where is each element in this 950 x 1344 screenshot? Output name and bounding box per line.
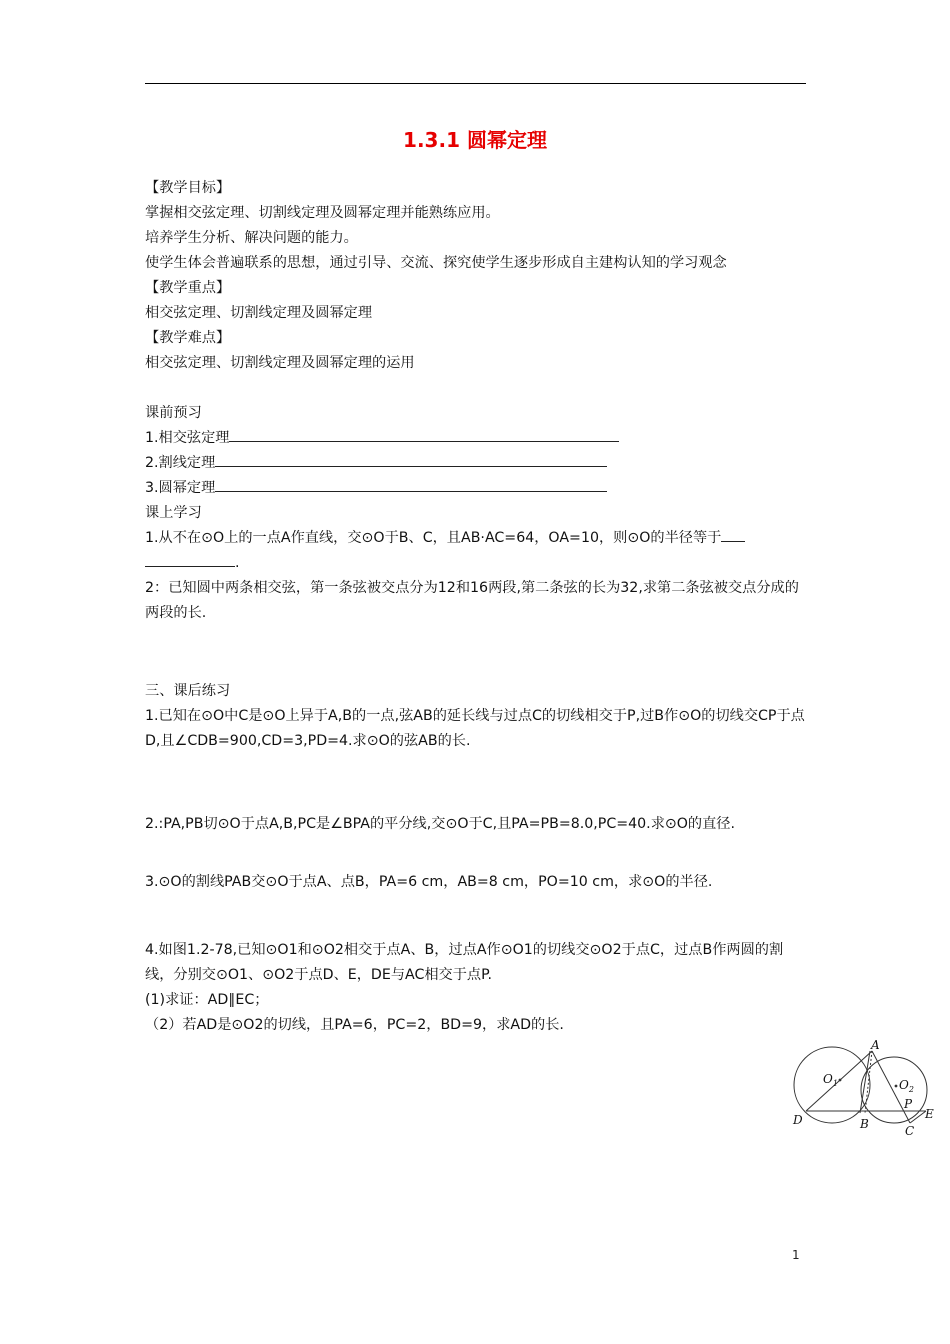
label-b: B [860, 1117, 869, 1131]
exercise-3: 3.⊙O的割线PAB交⊙O于点A、点B，PA=6 cm，AB=8 cm，PO=10 cm，求⊙O的半径. [145, 874, 713, 890]
preview-item [145, 426, 807, 451]
key-points-heading: 【教学重点】 [145, 280, 231, 296]
label-o2: $O_2$ [899, 1078, 914, 1094]
label-a: A [871, 1038, 880, 1052]
difficulties-heading: 【教学难点】 [145, 330, 231, 346]
objective-item: 培养学生分析、解决问题的能力。 [145, 230, 358, 246]
answer-blank [215, 477, 607, 492]
exercise-2: 2.:PA,PB切⊙O于点A,B,PC是∠BPA的平分线,交⊙O于C,且PA=PB=8.0,PC=40.求⊙O的直径. [145, 816, 736, 832]
label-p: P [904, 1097, 913, 1111]
class-question-2: 2：已知圆中两条相交弦，第一条弦被交点分为12和16两段,第二条弦的长为32,求第二条弦被交点分成的两段的长. [145, 580, 799, 621]
objective-item: 使学生体会普遍联系的思想，通过引导、交流、探究使学生逐步形成自主建构认知的学习观念 [145, 255, 727, 271]
answer-blank [721, 527, 745, 542]
exercise-4: 4.如图1.2-78,已知⊙O1和⊙O2相交于点A、B，过点A作⊙O1的切线交⊙O2于点C，过点B作两圆的割线，分别交⊙O1、⊙O2于点D、E，DE与AC相交于点P. [145, 942, 784, 983]
exercise-4-part-1: (1)求证：AD∥EC； [145, 992, 269, 1008]
header-rule [145, 83, 806, 84]
exercise-1: 1.已知在⊙O中C是⊙O上异于A,B的一点,弦AB的延长线与过点C的切线相交于P,过B作⊙O的切线交CP于点D,且∠CDB=900,CD=3,PD=4.求⊙O的弦AB的长. [145, 708, 805, 749]
exercises-heading: 三、课后练习 [145, 683, 231, 699]
answer-blank [145, 552, 235, 567]
center-o1-dot [839, 1079, 842, 1082]
label-d: D [793, 1113, 803, 1127]
label-e: E [925, 1107, 934, 1121]
class-study-heading: 课上学习 [145, 505, 202, 521]
preview-heading: 课前预习 [145, 405, 202, 421]
answer-blank [215, 452, 607, 467]
preview-item-label: 1.相交弦定理 [145, 430, 230, 446]
label-o1: $O_1$ [823, 1072, 838, 1088]
label-c: C [905, 1124, 915, 1137]
preview-item-label: 3.圆幂定理 [145, 480, 216, 496]
answer-blank [229, 427, 619, 442]
exercise-4-part-2: （2）若AD是⊙O2的切线，且PA=6，PC=2，BD=9，求AD的长. [145, 1017, 564, 1033]
difficulties-text: 相交弦定理、切割线定理及圆幂定理的运用 [145, 355, 415, 371]
preview-item [145, 476, 807, 501]
circle-o2 [861, 1057, 927, 1123]
page-number: 1 [792, 1248, 800, 1262]
key-points-text: 相交弦定理、切割线定理及圆幂定理 [145, 305, 373, 321]
document-body [145, 176, 807, 1038]
preview-item [145, 451, 807, 476]
objective-item: 掌握相交弦定理、切割线定理及圆幂定理并能熟练应用。 [145, 205, 500, 221]
center-o2-dot [895, 1085, 898, 1088]
class-question-1: 1.从不在⊙O上的一点A作直线，交⊙O于B、C，且AB·AC=64，OA=10，则⊙O的半径等于. [145, 526, 807, 576]
objectives-heading: 【教学目标】 [145, 180, 231, 196]
page-title: 1.3.1 圆幂定理 [403, 128, 547, 152]
two-circles-figure [790, 1037, 935, 1137]
preview-item-label: 2.割线定理 [145, 455, 216, 471]
